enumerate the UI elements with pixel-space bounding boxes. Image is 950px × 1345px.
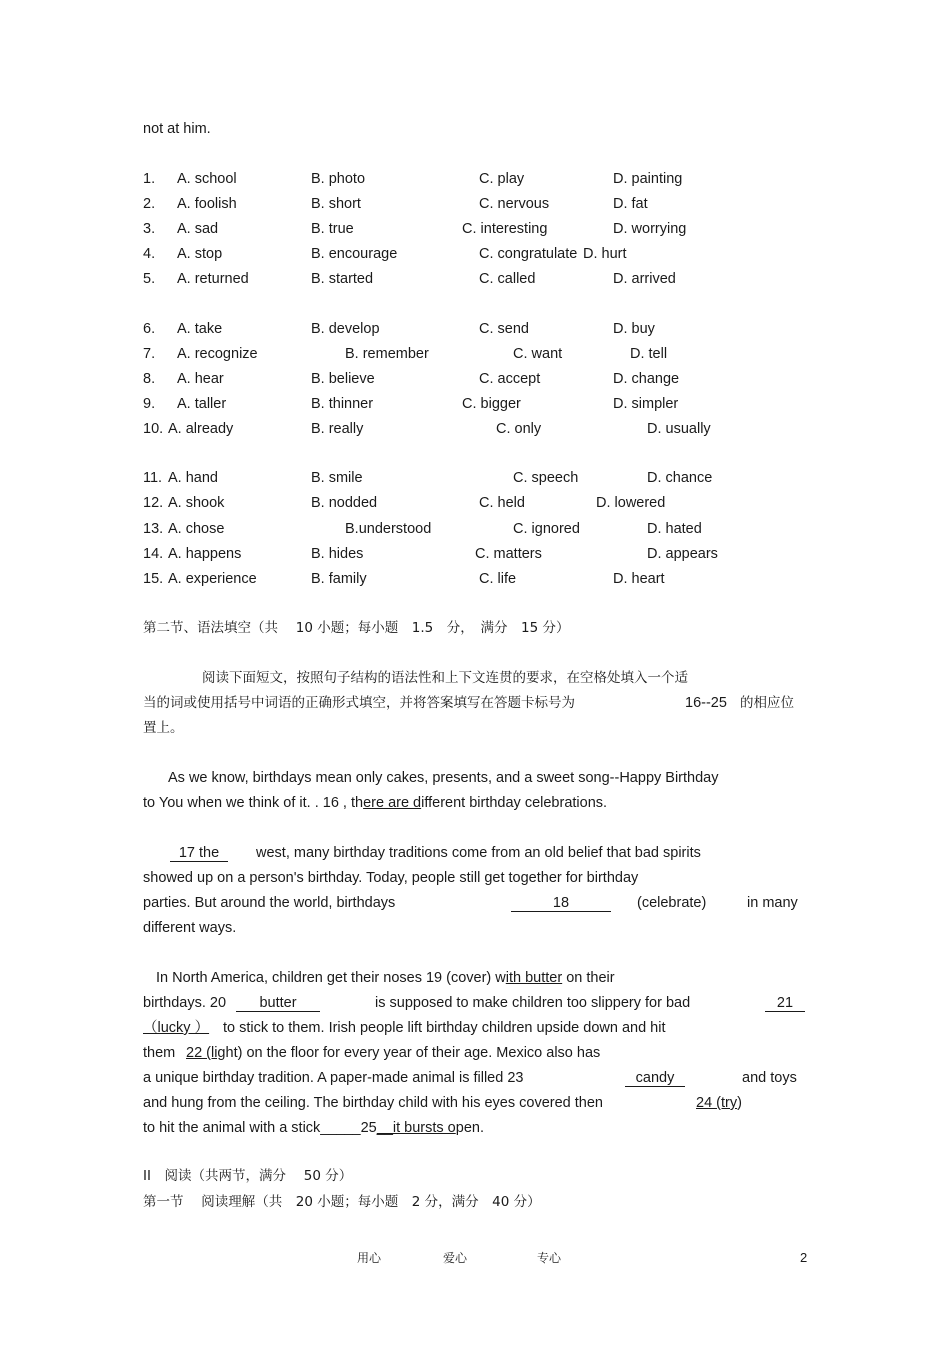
text-run: pen.: [455, 1120, 484, 1136]
option-c: C. speech: [513, 470, 579, 486]
blank-23-answer: candy: [625, 1070, 685, 1087]
question-number: 6.: [143, 321, 156, 337]
option-b: B. photo: [311, 171, 366, 187]
option-b: B. believe: [311, 371, 375, 387]
underlined-run: ith butter: [505, 970, 563, 986]
option-c: C. nervous: [479, 196, 550, 212]
option-b: B. develop: [311, 321, 380, 337]
option-d: D. change: [613, 371, 680, 387]
blank-18-label: 18: [511, 895, 611, 912]
text-run: to hit the animal with a stick_____25: [143, 1120, 377, 1136]
underlined-run: ere are d: [363, 795, 422, 811]
blank-21-hint: [143, 1019, 209, 1037]
blank-21-label: 21: [765, 995, 805, 1012]
option-b: B. encourage: [311, 246, 398, 262]
option-a: A. taller: [177, 396, 227, 412]
option-b: B.understood: [345, 521, 432, 537]
blank-25-answer: __it bursts o: [376, 1120, 456, 1136]
passage-p3-line2a: birthdays. 20: [143, 995, 227, 1011]
text-run: In North America, children get their noses 19 (cover) w: [156, 970, 506, 986]
part2-title: II 阅读（共两节，满分 50 分）: [143, 1168, 353, 1184]
option-a: A. already: [168, 421, 234, 437]
passage-p1-line1: As we know, birthdays mean only cakes, presents, and a sweet song--Happy Birthday: [168, 770, 719, 786]
blank-17-answer: 17 the: [170, 845, 228, 862]
option-b: B. smile: [311, 470, 363, 486]
blank-22-label: 22 (lig: [186, 1045, 226, 1061]
option-d: D. simpler: [613, 396, 679, 412]
passage-p2-line3c: in many: [747, 895, 798, 911]
text-run: on their: [562, 970, 615, 986]
option-a: A. foolish: [177, 196, 237, 212]
instructions-range: 16--25: [685, 695, 727, 711]
option-c: C. called: [479, 271, 536, 287]
passage-p2-line1: west, many birthday traditions come from an old belief that bad spirits: [256, 845, 701, 861]
option-c: C. only: [496, 421, 542, 437]
part2-section1-title: 第一节 阅读理解（共 20 小题；每小题 2 分，满分 40 分）: [143, 1194, 541, 1210]
question-number: 4.: [143, 246, 156, 262]
passage-p2-line4: different ways.: [143, 920, 237, 936]
option-c: C. interesting: [462, 221, 548, 237]
page-number: 2: [800, 1250, 808, 1265]
question-number: 13.: [143, 521, 164, 537]
blank-24-label: 24 (try: [696, 1095, 738, 1111]
passage-p3-line5a: a unique birthday tradition. A paper-made animal is filled 23: [143, 1070, 524, 1086]
question-number: 3.: [143, 221, 156, 237]
option-d: D. heart: [613, 571, 665, 587]
blank-17: [170, 844, 228, 862]
option-b: B. hides: [311, 546, 364, 562]
question-number: 8.: [143, 371, 156, 387]
passage-p2-line3a: parties. But around the world, birthdays: [143, 895, 396, 911]
option-d: D. hated: [647, 521, 702, 537]
option-c: C. matters: [475, 546, 542, 562]
question-number: 12.: [143, 495, 164, 511]
option-d: D. chance: [647, 470, 713, 486]
passage-tail: not at him.: [143, 121, 211, 137]
text-run: ifferent birthday celebrations.: [421, 795, 608, 811]
blank-23: [625, 1069, 685, 1087]
question-number: 11.: [143, 470, 163, 486]
passage-p3-line1: [156, 969, 615, 987]
option-b: B. family: [311, 571, 367, 587]
option-c: C. want: [513, 346, 563, 362]
option-c: C. send: [479, 321, 529, 337]
passage-p3-line5b: and toys: [742, 1070, 797, 1086]
option-a: A. stop: [177, 246, 223, 262]
question-number: 10.: [143, 421, 164, 437]
option-b: B. really: [311, 421, 364, 437]
option-d: D. hurt: [583, 246, 627, 262]
option-b: B. short: [311, 196, 361, 212]
blank-20: [236, 994, 320, 1012]
passage-p3-line7: [143, 1119, 484, 1137]
option-b: B. thinner: [311, 396, 374, 412]
option-d: D. lowered: [596, 495, 666, 511]
option-a: A. hear: [177, 371, 224, 387]
option-b: B. true: [311, 221, 354, 237]
passage-p2-line2: showed up on a person's birthday. Today, people still get together for birthday: [143, 870, 639, 886]
blank-20-answer: butter: [236, 995, 320, 1012]
option-d: D. appears: [647, 546, 718, 562]
option-a: A. experience: [168, 571, 257, 587]
option-a: A. happens: [168, 546, 242, 562]
option-d: D. painting: [613, 171, 683, 187]
instructions-line2: 当的词或使用括号中词语的正确形式填空，并将答案填写在答题卡标号为: [143, 695, 575, 711]
passage-p1-line2: [143, 794, 607, 812]
section2-title: 第二节、语法填空（共 10 小题；每小题 1.5 分， 满分 15 分）: [143, 620, 570, 636]
option-a: A. returned: [177, 271, 249, 287]
footer-word-3: 专心: [537, 1251, 562, 1265]
passage-p3-line2b: is supposed to make children too slippery for bad: [375, 995, 691, 1011]
option-c: C. congratulate: [479, 246, 578, 262]
option-a: A. take: [177, 321, 223, 337]
question-number: 5.: [143, 271, 156, 287]
footer-word-1: 用心: [357, 1251, 382, 1265]
instructions-line1: 阅读下面短文，按照句子结构的语法性和上下文连贯的要求，在空格处填入一个适: [202, 670, 688, 686]
option-a: A. sad: [177, 221, 219, 237]
option-a: A. shook: [168, 495, 225, 511]
option-c: C. bigger: [462, 396, 521, 412]
option-d: D. buy: [613, 321, 655, 337]
blank-21: [765, 994, 805, 1012]
option-b: B. nodded: [311, 495, 378, 511]
passage-p2-line3b: (celebrate): [637, 895, 707, 911]
option-c: C. play: [479, 171, 525, 187]
passage-p3-line6a: and hung from the ceiling. The birthday child with his eyes covered then: [143, 1095, 603, 1111]
option-a: A. hand: [168, 470, 218, 486]
question-number: 1.: [143, 171, 156, 187]
instructions-line2-end: 的相应位: [740, 695, 794, 711]
question-number: 7.: [143, 346, 156, 362]
option-a: A. recognize: [177, 346, 258, 362]
question-number: 2.: [143, 196, 156, 212]
blank-21-hint-text: （lucky ）: [143, 1020, 210, 1036]
option-d: D. tell: [630, 346, 668, 362]
text-run: ht) on the floor for every year of their age. Mexico also has: [225, 1045, 601, 1061]
option-c: C. accept: [479, 371, 541, 387]
blank-18: [511, 894, 611, 912]
option-b: B. started: [311, 271, 374, 287]
instructions-line3: 置上。: [143, 720, 184, 736]
question-number: 9.: [143, 396, 156, 412]
option-d: D. arrived: [613, 271, 676, 287]
question-number: 15.: [143, 571, 164, 587]
footer-word-2: 爱心: [443, 1251, 468, 1265]
passage-p3-line3: to stick to them. Irish people lift birthday children upside down and hit: [223, 1020, 666, 1036]
option-d: D. usually: [647, 421, 711, 437]
text-run: to You when we think of it. . 16 , th: [143, 795, 364, 811]
passage-p3-line4a: them: [143, 1045, 176, 1061]
option-d: D. worrying: [613, 221, 687, 237]
option-c: C. life: [479, 571, 517, 587]
option-a: A. chose: [168, 521, 225, 537]
text-run: ): [737, 1095, 742, 1111]
option-d: D. fat: [613, 196, 648, 212]
blank-22: [186, 1044, 600, 1062]
blank-24: [696, 1094, 742, 1112]
question-number: 14.: [143, 546, 164, 562]
option-a: A. school: [177, 171, 237, 187]
option-b: B. remember: [345, 346, 429, 362]
option-c: C. ignored: [513, 521, 580, 537]
option-c: C. held: [479, 495, 525, 511]
